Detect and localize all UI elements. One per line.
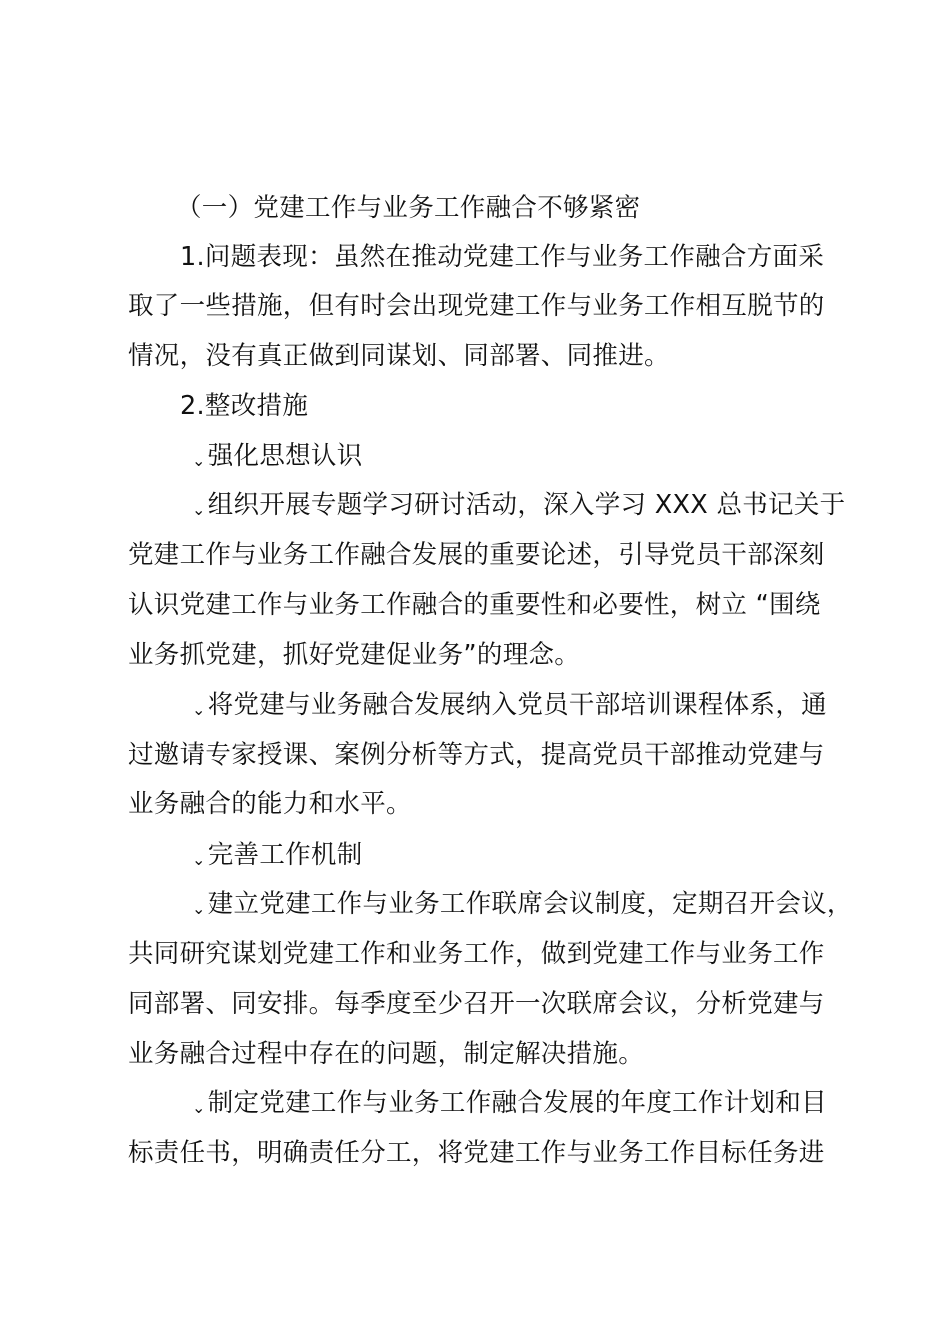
bullet-mark-icon: ⌄ bbox=[192, 451, 206, 470]
paragraph-line: 标责任书，明确责任分工，将党建工作与业务工作目标任务进 bbox=[128, 1138, 825, 1168]
problem-line-3: 情况，没有真正做到同谋划、同部署、同推进。 bbox=[128, 341, 670, 371]
paragraph-line bbox=[192, 490, 845, 525]
subheading-mechanism bbox=[192, 840, 363, 875]
section-heading: （一）党建工作与业务工作融合不够紧密 bbox=[176, 193, 641, 223]
paragraph-line: 业务抓党建，抓好党建促业务”的理念。 bbox=[128, 640, 581, 670]
paragraph-line: 业务融合过程中存在的问题，制定解决措施。 bbox=[128, 1039, 645, 1069]
bullet-mark-icon: ⌄ bbox=[192, 899, 206, 918]
paragraph-line: 同部署、同安排。每季度至少召开一次联席会议，分析党建与 bbox=[128, 989, 825, 1019]
paragraph-text: 将党建与业务融合发展纳入党员干部培训课程体系，通 bbox=[207, 690, 827, 720]
paragraph-line: 过邀请专家授课、案例分析等方式，提高党员干部推动党建与 bbox=[128, 740, 825, 770]
paragraph-line bbox=[192, 690, 827, 725]
bullet-mark-icon: ⌄ bbox=[192, 700, 206, 719]
paragraph-line: 党建工作与业务工作融合发展的重要论述，引导党员干部深刻 bbox=[128, 540, 825, 570]
paragraph-line: 业务融合的能力和水平。 bbox=[128, 789, 412, 819]
measures-heading: 2.整改措施 bbox=[180, 391, 309, 421]
paragraph-line: 认识党建工作与业务工作融合的重要性和必要性，树立 “围绕 bbox=[128, 590, 821, 620]
subheading-strengthen bbox=[192, 441, 363, 476]
bullet-mark-icon: ⌄ bbox=[192, 850, 206, 869]
paragraph-line bbox=[192, 889, 853, 924]
problem-line-1: 1.问题表现：虽然在推动党建工作与业务工作融合方面采 bbox=[180, 242, 825, 272]
paragraph-text: 制定党建工作与业务工作融合发展的年度工作计划和目 bbox=[207, 1088, 827, 1118]
problem-line-2: 取了一些措施，但有时会出现党建工作与业务工作相互脱节的 bbox=[128, 291, 825, 321]
paragraph-text: 建立党建工作与业务工作联席会议制度，定期召开会议， bbox=[207, 889, 853, 919]
bullet-mark-icon: ⌄ bbox=[192, 500, 206, 519]
paragraph-line: 共同研究谋划党建工作和业务工作，做到党建工作与业务工作 bbox=[128, 939, 825, 969]
subheading-label: 完善工作机制 bbox=[207, 840, 363, 870]
paragraph-text: 组织开展专题学习研讨活动，深入学习 XXX 总书记关于 bbox=[207, 490, 846, 520]
bullet-mark-icon: ⌄ bbox=[192, 1098, 206, 1117]
paragraph-line bbox=[192, 1088, 827, 1123]
subheading-label: 强化思想认识 bbox=[207, 441, 363, 471]
